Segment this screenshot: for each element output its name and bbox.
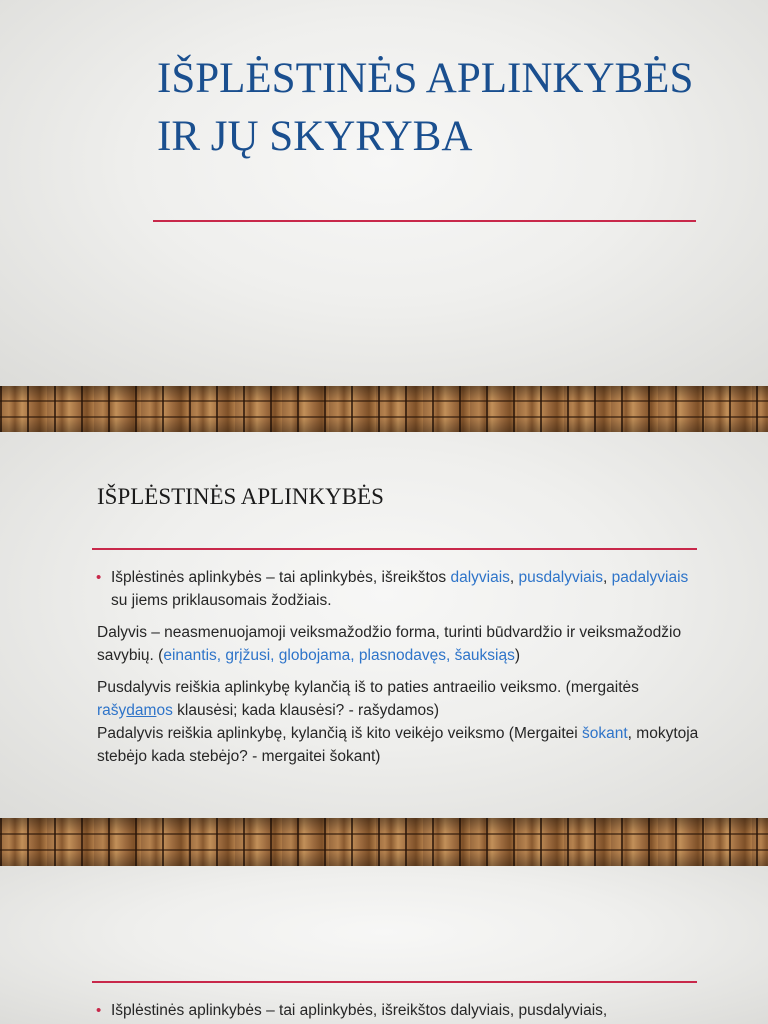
slide-1 <box>0 0 768 386</box>
slide-2-title-rule <box>92 548 697 550</box>
paragraph-dalyvis <box>97 621 717 667</box>
wood-floor-band-1 <box>0 386 768 432</box>
pusdalyvis-example-tail: klausėsi; kada klausėsi? - rašydamos) <box>172 702 440 719</box>
separator: , <box>509 569 519 586</box>
term-link-padalyviais[interactable]: padalyviais <box>611 569 689 586</box>
term-link-pusdalyviais[interactable]: pusdalyviais <box>518 569 603 586</box>
paragraph-pusdalyvis-padalyvis <box>97 676 717 768</box>
bullet-text: Išplėstinės aplinkybės – tai aplinkybės, išreikštos <box>111 569 451 586</box>
example-part: rašy <box>97 702 127 719</box>
bullet-dot-icon: • <box>96 569 102 586</box>
slide-1-title-rule <box>153 220 696 222</box>
floor-seam <box>0 400 768 402</box>
padalyvis-example: šokant <box>582 725 628 742</box>
padalyvis-definition: Padalyvis reiškia aplinkybę, kylančią iš kito veikėjo veiksmo (Mergaitei <box>97 725 582 742</box>
floor-seam <box>0 416 768 418</box>
slide-2-bullet <box>97 566 717 612</box>
floor-seam <box>0 849 768 851</box>
term-link-dalyviais[interactable]: dalyviais <box>450 569 510 586</box>
bullet-dot-icon: • <box>96 1002 102 1019</box>
closing-paren: ) <box>514 647 521 664</box>
wood-floor-band-2 <box>0 818 768 866</box>
bullet-text: Išplėstinės aplinkybės – tai aplinkybės, išreikštos dalyviais, pusdalyviais, <box>111 1002 608 1019</box>
dalyvis-examples: einantis, grįžusi, globojama, plasnodavęs, šauksiąs <box>163 647 515 664</box>
separator: , <box>602 569 612 586</box>
example-underlined-part: dam <box>126 702 157 719</box>
slide-1-title: IŠPLĖSTINĖS APLINKYBĖS IR JŲ SKYRYBA <box>157 55 694 160</box>
slide-2-body <box>97 566 717 777</box>
padalyvis-example-tail: , mokytoja stebėjo kada stebėjo? - mergaitei šokant) <box>97 725 699 765</box>
slide-3-bullet <box>97 999 717 1022</box>
slide-3 <box>0 866 768 1024</box>
slide-3-title-rule <box>92 981 697 983</box>
slide-3-body <box>97 999 717 1024</box>
example-part: os <box>156 702 173 719</box>
floor-seam <box>0 833 768 835</box>
dalyvis-definition: Dalyvis – neasmenuojamoji veiksmažodžio forma, turinti būdvardžio ir veiksmažodžio savybių. ( <box>97 624 682 664</box>
pusdalyvis-definition: Pusdalyvis reiškia aplinkybę kylančią iš to paties antraeilio veiksmo. (mergaitės <box>97 679 639 696</box>
bullet-text-continued: su jiems priklausomais žodžiais. <box>111 592 332 609</box>
slide-2-title: IŠPLĖSTINĖS APLINKYBĖS <box>97 484 384 509</box>
pusdalyvis-example <box>97 702 173 719</box>
slide-2 <box>0 432 768 818</box>
